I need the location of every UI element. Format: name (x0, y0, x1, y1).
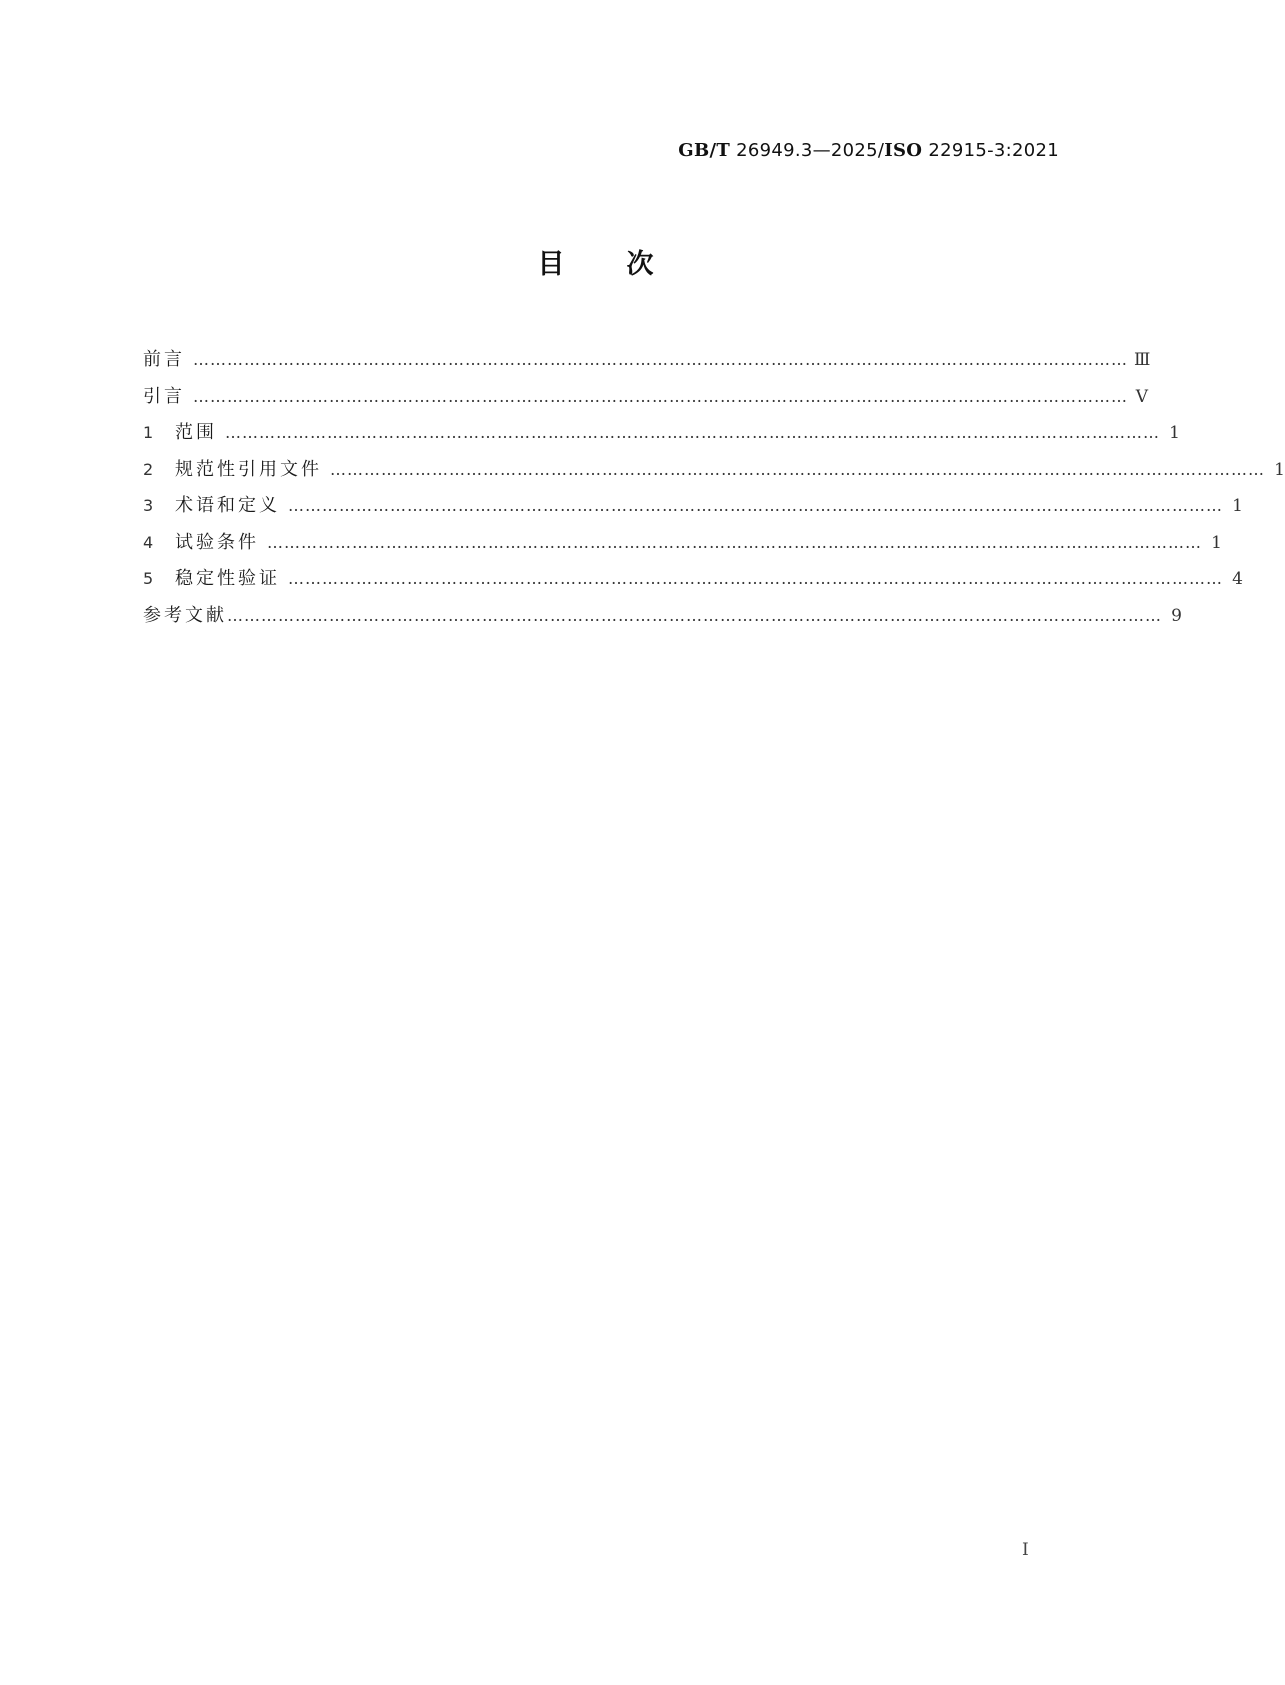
toc-entry-number: 3 (143, 496, 154, 515)
toc-entry-page: Ⅲ (1134, 350, 1151, 370)
toc-entry-page: 1 (1211, 532, 1222, 553)
toc-entry-introduction[interactable] (143, 379, 1148, 416)
toc-entry-scope[interactable] (143, 415, 1180, 452)
standard-code-iso: ISO (884, 140, 923, 161)
toc-entry-label: 试验条件 (175, 531, 259, 553)
standard-code (678, 140, 1059, 161)
toc-entry-normative-references[interactable] (143, 452, 1285, 489)
toc-leader-dots: ………………………………………………………………………………………………………………………………………………… (288, 569, 1223, 588)
toc-entry-number: 4 (143, 532, 154, 552)
toc-entry-bibliography[interactable] (143, 598, 1182, 635)
toc-entry-page: 1 (1274, 459, 1285, 480)
toc-leader-dots: ………………………………………………………………………………………………………………………………………………… (267, 532, 1202, 552)
toc-entry-label: 术语和定义 (175, 495, 280, 516)
toc-entry-number: 1 (143, 423, 154, 442)
standard-code-gb-number: 26949.3—2025/ (736, 140, 885, 161)
standard-code-gb: GB/T (678, 140, 731, 161)
toc-entry-number: 5 (143, 569, 154, 588)
toc-entry-page: 4 (1232, 569, 1243, 589)
table-of-contents (143, 342, 1285, 634)
toc-entry-terms-definitions[interactable] (143, 488, 1243, 525)
toc-entry-label: 前言 (143, 349, 185, 370)
toc-leader-dots: ………………………………………………………………………………………………………………………………………………… (330, 459, 1265, 479)
toc-leader-dots: ………………………………………………………………………………………………………………………………………………… (288, 496, 1223, 515)
toc-leader-dots: ………………………………………………………………………………………………………………………………………………… (193, 350, 1128, 369)
toc-entry-label: 稳定性验证 (175, 568, 280, 589)
toc-entry-test-conditions[interactable] (143, 525, 1222, 562)
toc-entry-number: 2 (143, 459, 154, 479)
toc-entry-page: Ⅴ (1135, 386, 1148, 407)
standard-code-iso-number: 22915-3:2021 (928, 140, 1059, 161)
toc-entry-stability-verification[interactable] (143, 561, 1243, 598)
toc-entry-label: 规范性引用文件 (175, 458, 322, 480)
page-title: 目次 (537, 249, 716, 280)
toc-entry-label: 参考文献 (143, 604, 227, 626)
toc-entry-page: 9 (1171, 605, 1182, 626)
toc-leader-dots: ………………………………………………………………………………………………………………………………………………… (225, 423, 1160, 442)
toc-leader-dots: ………………………………………………………………………………………………………………………………………………… (227, 605, 1162, 625)
toc-entry-label: 范围 (175, 422, 217, 443)
toc-leader-dots: ………………………………………………………………………………………………………………………………………………… (193, 386, 1128, 406)
toc-entry-page: 1 (1232, 496, 1243, 516)
toc-entry-page: 1 (1169, 423, 1180, 443)
page-number: I (1022, 1540, 1029, 1560)
toc-entry-foreword[interactable] (143, 342, 1151, 379)
toc-entry-label: 引言 (143, 385, 185, 407)
